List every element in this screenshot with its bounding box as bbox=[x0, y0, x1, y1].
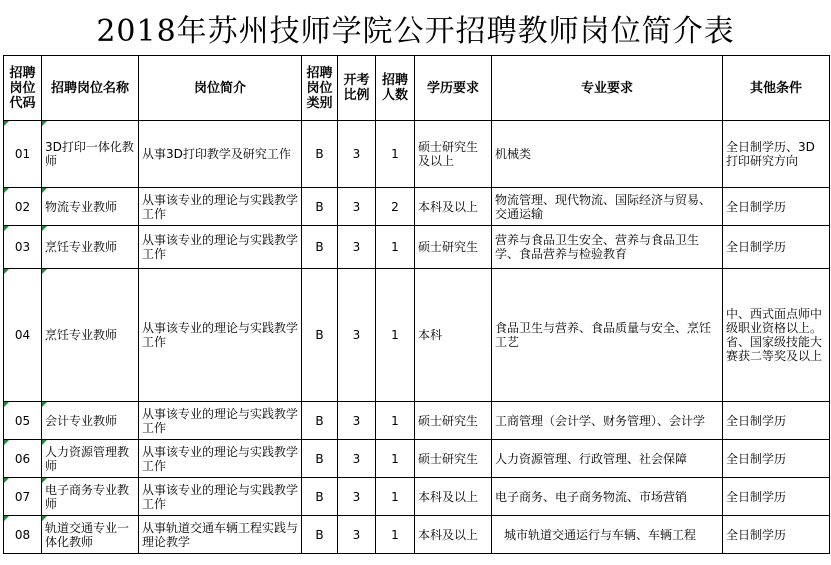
cell-name-text: 烹饪专业教师 bbox=[45, 328, 118, 342]
cell-ratio[interactable]: 3 bbox=[338, 516, 376, 554]
header-category: 招聘岗位类别 bbox=[302, 56, 338, 121]
cell-name[interactable] bbox=[42, 402, 139, 440]
table-row bbox=[4, 516, 830, 554]
cell-education[interactable]: 硕士研究生 bbox=[415, 402, 492, 440]
cell-major[interactable]: 食品卫生与营养、食品质量与安全、烹饪工艺 bbox=[492, 269, 723, 402]
cell-major[interactable]: 工商管理（会计学、财务管理）、会计学 bbox=[492, 402, 723, 440]
cell-education[interactable]: 本科及以上 bbox=[415, 516, 492, 554]
cell-education[interactable]: 本科 bbox=[415, 269, 492, 402]
cell-code-text: 08 bbox=[14, 527, 31, 542]
cell-intro[interactable]: 从事该专业的理论与实践教学工作 bbox=[139, 402, 302, 440]
cell-code[interactable] bbox=[4, 440, 42, 478]
cell-education[interactable]: 本科及以上 bbox=[415, 188, 492, 226]
positions-table bbox=[3, 55, 830, 554]
cell-marker-icon bbox=[42, 188, 47, 193]
cell-major[interactable]: 营养与食品卫生安全、营养与食品卫生学、食品营养与检验教育 bbox=[492, 226, 723, 269]
page-title: 2018年苏州技师学院公开招聘教师岗位简介表 bbox=[96, 13, 735, 49]
cell-category[interactable]: B bbox=[302, 188, 338, 226]
cell-code[interactable] bbox=[4, 121, 42, 188]
cell-name[interactable] bbox=[42, 121, 139, 188]
cell-code-text: 07 bbox=[14, 489, 31, 504]
cell-other[interactable]: 全日制学历 bbox=[723, 188, 830, 226]
cell-count[interactable]: 1 bbox=[376, 226, 415, 269]
cell-marker-icon bbox=[4, 516, 9, 521]
table-row bbox=[4, 269, 830, 402]
cell-code[interactable] bbox=[4, 516, 42, 554]
cell-name[interactable] bbox=[42, 226, 139, 269]
cell-category[interactable]: B bbox=[302, 402, 338, 440]
header-name: 招聘岗位名称 bbox=[42, 56, 139, 121]
cell-intro[interactable]: 从事该专业的理论与实践教学工作 bbox=[139, 269, 302, 402]
cell-code[interactable] bbox=[4, 188, 42, 226]
cell-name-text: 烹饪专业教师 bbox=[45, 240, 118, 254]
cell-name-text: 轨道交通专业一体化教师 bbox=[45, 520, 130, 549]
cell-ratio[interactable]: 3 bbox=[338, 226, 376, 269]
cell-ratio[interactable]: 3 bbox=[338, 478, 376, 516]
cell-other[interactable]: 全日制学历 bbox=[723, 478, 830, 516]
cell-count[interactable]: 1 bbox=[376, 121, 415, 188]
cell-other[interactable]: 全日制学历 bbox=[723, 226, 830, 269]
table-row bbox=[4, 188, 830, 226]
cell-marker-icon bbox=[4, 478, 9, 483]
header-other: 其他条件 bbox=[723, 56, 830, 121]
cell-code[interactable] bbox=[4, 269, 42, 402]
cell-intro[interactable]: 从事该专业的理论与实践教学工作 bbox=[139, 440, 302, 478]
cell-marker-icon bbox=[4, 440, 9, 445]
cell-name-text: 人力资源管理教师 bbox=[45, 444, 130, 473]
cell-marker-icon bbox=[4, 226, 9, 231]
cell-category[interactable]: B bbox=[302, 226, 338, 269]
header-ratio: 开考比例 bbox=[338, 56, 376, 121]
table-row bbox=[4, 440, 830, 478]
cell-marker-icon bbox=[42, 269, 47, 274]
cell-code[interactable] bbox=[4, 226, 42, 269]
cell-ratio[interactable]: 3 bbox=[338, 402, 376, 440]
cell-code[interactable] bbox=[4, 478, 42, 516]
cell-marker-icon bbox=[4, 402, 9, 407]
cell-major[interactable]: 机械类 bbox=[492, 121, 723, 188]
cell-marker-icon bbox=[4, 188, 9, 193]
table-row bbox=[4, 402, 830, 440]
cell-intro[interactable]: 从事该专业的理论与实践教学工作 bbox=[139, 226, 302, 269]
cell-major[interactable]: 物流管理、现代物流、国际经济与贸易、交通运输 bbox=[492, 188, 723, 226]
cell-category[interactable]: B bbox=[302, 440, 338, 478]
cell-marker-icon bbox=[42, 121, 47, 126]
cell-code-text: 06 bbox=[14, 451, 31, 466]
cell-intro[interactable]: 从事该专业的理论与实践教学工作 bbox=[139, 188, 302, 226]
cell-ratio[interactable]: 3 bbox=[338, 269, 376, 402]
cell-marker-icon bbox=[42, 478, 47, 483]
cell-marker-icon bbox=[42, 226, 47, 231]
cell-name-text: 3D打印一体化教师 bbox=[45, 140, 134, 168]
cell-name-text: 物流专业教师 bbox=[45, 199, 118, 214]
cell-education[interactable]: 硕士研究生 bbox=[415, 440, 492, 478]
cell-education[interactable]: 硕士研究生 bbox=[415, 226, 492, 269]
cell-marker-icon bbox=[4, 121, 9, 126]
cell-code-text: 04 bbox=[14, 328, 31, 342]
cell-category[interactable]: B bbox=[302, 478, 338, 516]
cell-ratio[interactable]: 3 bbox=[338, 188, 376, 226]
header-intro: 岗位简介 bbox=[139, 56, 302, 121]
cell-other[interactable]: 全日制学历 bbox=[723, 402, 830, 440]
cell-other[interactable]: 全日制学历、3D打印研究方向 bbox=[723, 121, 830, 188]
cell-name-text: 电子商务专业教师 bbox=[45, 482, 130, 511]
table-row bbox=[4, 226, 830, 269]
cell-name-text: 会计专业教师 bbox=[45, 413, 118, 428]
cell-name[interactable] bbox=[42, 188, 139, 226]
cell-major[interactable]: 电子商务、电子商务物流、市场营销 bbox=[492, 478, 723, 516]
header-education: 学历要求 bbox=[415, 56, 492, 121]
cell-count[interactable]: 1 bbox=[376, 402, 415, 440]
cell-marker-icon bbox=[4, 269, 9, 274]
cell-code-text: 03 bbox=[14, 240, 31, 254]
cell-name[interactable] bbox=[42, 269, 139, 402]
cell-category[interactable]: B bbox=[302, 269, 338, 402]
cell-code-text: 02 bbox=[14, 199, 31, 214]
cell-ratio[interactable]: 3 bbox=[338, 440, 376, 478]
cell-name[interactable] bbox=[42, 440, 139, 478]
cell-major[interactable]: 人力资源管理、行政管理、社会保障 bbox=[492, 440, 723, 478]
cell-code-text: 05 bbox=[14, 413, 31, 428]
cell-count[interactable]: 1 bbox=[376, 269, 415, 402]
cell-other[interactable]: 中、西式面点师中级职业资格以上。省、国家级技能大赛获二等奖及以上 bbox=[723, 269, 830, 402]
table-row bbox=[4, 121, 830, 188]
cell-count[interactable]: 1 bbox=[376, 516, 415, 554]
cell-marker-icon bbox=[42, 440, 47, 445]
cell-marker-icon bbox=[42, 402, 47, 407]
cell-major[interactable]: 城市轨道交通运行与车辆、车辆工程 bbox=[492, 516, 723, 554]
header-major: 专业要求 bbox=[492, 56, 723, 121]
header-code: 招聘岗位代码 bbox=[4, 56, 42, 121]
cell-education[interactable]: 硕士研究生及以上 bbox=[415, 121, 492, 188]
cell-ratio[interactable]: 3 bbox=[338, 121, 376, 188]
cell-other[interactable]: 全日制学历 bbox=[723, 516, 830, 554]
cell-count[interactable]: 1 bbox=[376, 478, 415, 516]
cell-intro[interactable]: 从事3D打印教学及研究工作 bbox=[139, 121, 302, 188]
cell-category[interactable]: B bbox=[302, 121, 338, 188]
cell-name[interactable] bbox=[42, 516, 139, 554]
cell-count[interactable]: 1 bbox=[376, 440, 415, 478]
cell-code[interactable] bbox=[4, 402, 42, 440]
header-row bbox=[4, 56, 830, 121]
cell-education[interactable]: 本科及以上 bbox=[415, 478, 492, 516]
cell-code-text: 01 bbox=[14, 147, 31, 161]
cell-count[interactable]: 2 bbox=[376, 188, 415, 226]
table-row bbox=[4, 478, 830, 516]
cell-intro[interactable]: 从事轨道交通车辆工程实践与理论教学 bbox=[139, 516, 302, 554]
cell-marker-icon bbox=[42, 516, 47, 521]
cell-category[interactable]: B bbox=[302, 516, 338, 554]
cell-name[interactable] bbox=[42, 478, 139, 516]
header-count: 招聘人数 bbox=[376, 56, 415, 121]
cell-other[interactable]: 全日制学历 bbox=[723, 440, 830, 478]
cell-intro[interactable]: 从事该专业的理论与实践教学工作 bbox=[139, 478, 302, 516]
